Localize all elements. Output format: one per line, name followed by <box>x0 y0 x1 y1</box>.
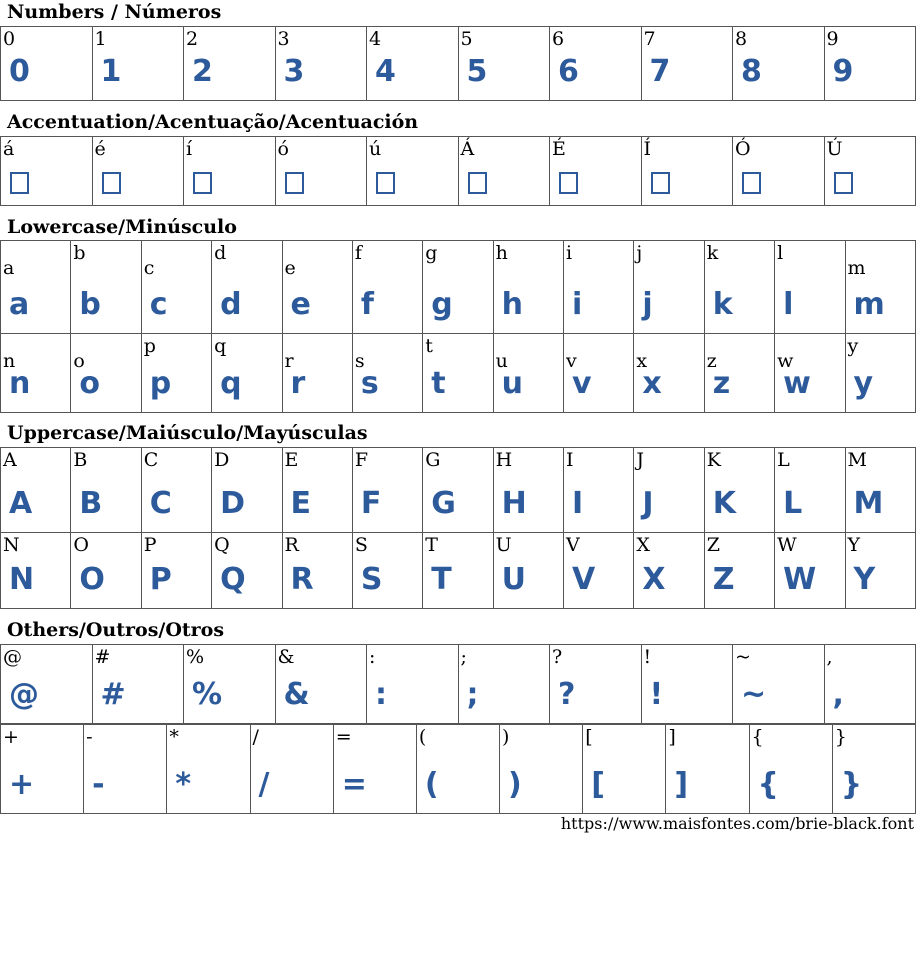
char-label: u <box>495 350 508 372</box>
glyph-cell <box>704 533 774 609</box>
glyph-cell <box>1 645 93 724</box>
glyph-cell <box>493 533 563 609</box>
char-label: ! <box>643 646 652 668</box>
char-label: L <box>777 449 790 471</box>
glyph-cell <box>212 334 282 413</box>
font-glyph-sample: s <box>360 366 379 401</box>
section-title-uppercase: Uppercase/Maiúsculo/Mayúsculas <box>7 422 368 444</box>
char-label: r <box>284 350 294 372</box>
char-label: V <box>566 534 580 556</box>
font-glyph-sample: a <box>9 287 30 322</box>
font-glyph-sample: v <box>572 366 592 401</box>
glyph-cell <box>458 645 550 724</box>
font-glyph-sample: N <box>9 562 35 597</box>
char-label: & <box>277 646 295 668</box>
char-label: é <box>94 138 106 160</box>
char-label: t <box>425 335 433 357</box>
glyph-cell <box>500 725 583 814</box>
font-glyph-sample: W <box>783 562 817 597</box>
font-glyph-sample: h <box>501 287 523 322</box>
glyph-cell <box>634 334 704 413</box>
char-label: W <box>777 534 797 556</box>
font-glyph-sample: T <box>431 562 452 597</box>
char-label: 7 <box>643 28 656 50</box>
font-glyph-sample: x <box>642 366 662 401</box>
glyph-cell <box>845 533 915 609</box>
glyph-cell <box>167 725 250 814</box>
font-glyph-sample: O <box>79 562 105 597</box>
char-label: i <box>566 242 573 264</box>
glyph-cell <box>832 725 915 814</box>
glyph-cell <box>824 137 916 206</box>
char-label: # <box>94 646 111 668</box>
char-label: [ <box>585 726 593 748</box>
glyph-cell <box>1 334 71 413</box>
missing-glyph-box <box>193 172 212 194</box>
missing-glyph-box <box>10 172 29 194</box>
glyph-cell <box>1 241 71 334</box>
glyph-cell <box>733 645 825 724</box>
glyph-cell <box>141 533 211 609</box>
font-glyph-sample: F <box>360 486 382 521</box>
glyph-cell <box>352 448 422 533</box>
glyph-cell <box>704 241 774 334</box>
char-label: ó <box>277 138 289 160</box>
section-title-accents: Accentuation/Acentuação/Acentuación <box>7 111 419 133</box>
char-label: á <box>3 138 15 160</box>
char-label: e <box>284 257 296 279</box>
glyph-cell <box>184 27 276 101</box>
char-label: D <box>214 449 230 471</box>
font-glyph-sample: ! <box>649 677 664 712</box>
missing-glyph-box <box>559 172 578 194</box>
glyph-cell <box>367 645 459 724</box>
font-glyph-sample: @ <box>9 677 39 712</box>
numbers-grid <box>0 26 916 101</box>
font-glyph-sample: : <box>375 677 387 712</box>
font-glyph-sample: % <box>192 677 223 712</box>
char-label: k <box>706 242 719 264</box>
char-label: O <box>73 534 89 556</box>
glyph-cell <box>634 533 704 609</box>
glyph-cell <box>1 533 71 609</box>
glyph-cell <box>564 533 634 609</box>
glyph-cell <box>634 241 704 334</box>
glyph-cell <box>845 334 915 413</box>
glyph-cell <box>458 137 550 206</box>
font-glyph-sample: d <box>220 287 242 322</box>
char-label: G <box>425 449 441 471</box>
font-glyph-sample: P <box>149 562 172 597</box>
font-glyph-sample: 8 <box>741 54 762 89</box>
font-glyph-sample: B <box>79 486 103 521</box>
char-label: f <box>354 242 362 264</box>
glyph-cell <box>367 137 459 206</box>
glyph-cell <box>666 725 749 814</box>
char-label: Ú <box>826 138 843 160</box>
glyph-cell <box>1 27 93 101</box>
char-label: í <box>186 138 193 160</box>
font-glyph-sample: m <box>853 287 885 322</box>
char-label: Ó <box>735 138 751 160</box>
glyph-cell <box>704 448 774 533</box>
glyph-cell <box>824 645 916 724</box>
font-glyph-sample: C <box>149 486 172 521</box>
char-label: B <box>73 449 88 471</box>
char-label: A <box>3 449 17 471</box>
glyph-cell <box>550 137 642 206</box>
font-glyph-sample: # <box>100 677 126 712</box>
font-glyph-sample: g <box>431 287 453 322</box>
font-glyph-sample: L <box>783 486 803 521</box>
char-label: j <box>636 242 643 264</box>
font-glyph-sample: f <box>360 287 374 322</box>
font-glyph-sample: X <box>642 562 666 597</box>
font-glyph-sample: 5 <box>466 54 488 89</box>
missing-glyph-box <box>742 172 761 194</box>
char-label: ~ <box>735 646 751 668</box>
char-label: m <box>847 257 866 279</box>
char-label: - <box>86 726 93 748</box>
glyph-cell <box>141 334 211 413</box>
char-label: : <box>369 646 376 668</box>
missing-glyph-box <box>834 172 853 194</box>
font-glyph-sample: Z <box>712 562 735 597</box>
glyph-cell <box>352 533 422 609</box>
glyph-cell <box>493 448 563 533</box>
char-label: Á <box>460 138 475 160</box>
glyph-cell <box>275 27 367 101</box>
glyph-cell <box>282 448 352 533</box>
glyph-cell <box>564 334 634 413</box>
glyph-cell <box>84 725 167 814</box>
font-glyph-sample: z <box>712 366 731 401</box>
glyph-cell <box>282 241 352 334</box>
glyph-cell <box>92 27 184 101</box>
font-glyph-sample: n <box>9 366 31 401</box>
glyph-cell <box>367 27 459 101</box>
accents-grid <box>0 136 916 206</box>
source-url: https://www.maisfontes.com/brie-black.font <box>560 814 914 833</box>
glyph-cell <box>212 241 282 334</box>
char-label: 2 <box>186 28 199 50</box>
glyph-cell <box>845 241 915 334</box>
font-glyph-sample: A <box>9 486 33 521</box>
font-glyph-sample: e <box>290 287 311 322</box>
char-label: / <box>252 726 259 748</box>
font-glyph-sample: y <box>853 366 874 401</box>
char-label: S <box>354 534 368 556</box>
glyph-cell <box>352 241 422 334</box>
section-title-numbers: Numbers / Números <box>7 1 222 23</box>
glyph-cell <box>550 645 642 724</box>
char-label: E <box>284 449 299 471</box>
char-label: T <box>425 534 438 556</box>
font-glyph-sample: H <box>501 486 527 521</box>
glyph-cell <box>458 27 550 101</box>
font-glyph-sample: 1 <box>100 54 122 89</box>
font-glyph-sample: , <box>832 677 844 712</box>
glyph-cell <box>775 533 845 609</box>
char-label: } <box>834 726 847 748</box>
char-label: z <box>706 350 717 372</box>
font-glyph-sample: ) <box>508 767 522 802</box>
char-label: = <box>335 726 352 748</box>
font-glyph-sample: Y <box>853 562 876 597</box>
glyph-cell <box>704 334 774 413</box>
font-glyph-sample: M <box>853 486 884 521</box>
font-glyph-sample: I <box>572 486 584 521</box>
char-label: ( <box>418 726 427 748</box>
glyph-cell <box>423 334 493 413</box>
font-glyph-sample: J <box>642 486 654 521</box>
char-label: w <box>777 350 794 372</box>
char-label: 8 <box>735 28 748 50</box>
font-glyph-sample: U <box>501 562 526 597</box>
char-label: ; <box>460 646 467 668</box>
font-glyph-sample: u <box>501 366 523 401</box>
glyph-cell <box>423 533 493 609</box>
glyph-cell <box>493 334 563 413</box>
font-glyph-sample: Q <box>220 562 246 597</box>
char-label: y <box>847 335 859 357</box>
char-label: 9 <box>826 28 839 50</box>
font-glyph-sample: c <box>149 287 168 322</box>
glyph-cell <box>634 448 704 533</box>
font-glyph-sample: ; <box>466 677 479 712</box>
font-glyph-sample: o <box>79 366 100 401</box>
section-title-others: Others/Outros/Otros <box>7 619 225 641</box>
char-label: g <box>425 242 438 264</box>
font-glyph-sample: S <box>360 562 383 597</box>
font-glyph-sample: G <box>431 486 456 521</box>
char-label: 1 <box>94 28 107 50</box>
char-label: o <box>73 350 85 372</box>
missing-glyph-box <box>102 172 121 194</box>
char-label: a <box>3 257 15 279</box>
font-glyph-sample: } <box>840 767 863 802</box>
glyph-cell <box>775 448 845 533</box>
font-glyph-sample: 3 <box>283 54 305 89</box>
glyph-cell <box>845 448 915 533</box>
glyph-cell <box>416 725 499 814</box>
missing-glyph-box <box>376 172 395 194</box>
char-label: * <box>169 726 179 748</box>
glyph-cell <box>275 645 367 724</box>
glyph-cell <box>212 448 282 533</box>
glyph-cell <box>250 725 333 814</box>
char-label: h <box>495 242 508 264</box>
glyph-cell <box>733 137 825 206</box>
glyph-cell <box>583 725 666 814</box>
glyph-cell <box>282 533 352 609</box>
char-label: Q <box>214 534 230 556</box>
others-grid-row1 <box>0 644 916 724</box>
char-label: K <box>706 449 721 471</box>
char-label: d <box>214 242 227 264</box>
font-glyph-sample: V <box>572 562 596 597</box>
font-glyph-sample: l <box>783 287 794 322</box>
glyph-cell <box>1 448 71 533</box>
font-glyph-sample: [ <box>591 767 605 802</box>
glyph-cell <box>775 334 845 413</box>
char-label: É <box>552 138 566 160</box>
char-label: { <box>751 726 764 748</box>
char-label: 0 <box>3 28 16 50</box>
char-label: ? <box>552 646 563 668</box>
char-label: 6 <box>552 28 565 50</box>
font-glyph-sample: + <box>9 767 35 802</box>
char-label: + <box>3 726 19 748</box>
font-glyph-sample: R <box>290 562 314 597</box>
char-label: v <box>566 350 577 372</box>
font-glyph-sample: 9 <box>832 54 854 89</box>
char-label: q <box>214 335 227 357</box>
char-label: 4 <box>369 28 382 50</box>
font-glyph-sample: w <box>783 366 811 401</box>
font-glyph-sample: r <box>290 366 306 401</box>
char-label: M <box>847 449 867 471</box>
font-glyph-sample: j <box>642 287 653 322</box>
char-label: N <box>3 534 20 556</box>
char-label: @ <box>3 646 22 668</box>
font-glyph-sample: b <box>79 287 101 322</box>
glyph-cell <box>564 448 634 533</box>
others-grid-row2 <box>0 724 916 814</box>
glyph-cell <box>493 241 563 334</box>
glyph-cell <box>282 334 352 413</box>
glyph-cell <box>775 241 845 334</box>
font-glyph-sample: t <box>431 366 446 401</box>
font-glyph-sample: 6 <box>558 54 579 89</box>
glyph-cell <box>423 241 493 334</box>
missing-glyph-box <box>651 172 670 194</box>
font-glyph-sample: = <box>341 767 367 802</box>
char-label: P <box>143 534 157 556</box>
lowercase-grid <box>0 240 916 413</box>
char-label: ] <box>668 726 676 748</box>
font-glyph-sample: * <box>175 767 192 802</box>
glyph-cell <box>71 241 141 334</box>
font-glyph-sample: K <box>712 486 736 521</box>
font-glyph-sample: p <box>149 366 172 401</box>
font-glyph-sample: ~ <box>741 677 767 712</box>
char-label: p <box>143 335 156 357</box>
char-label: x <box>636 350 648 372</box>
font-glyph-sample: / <box>258 767 270 802</box>
font-glyph-sample: ? <box>558 677 576 712</box>
char-label: Y <box>847 534 861 556</box>
glyph-cell <box>92 137 184 206</box>
glyph-cell <box>423 448 493 533</box>
missing-glyph-box <box>285 172 304 194</box>
glyph-cell <box>141 241 211 334</box>
char-label: U <box>495 534 512 556</box>
char-label: Í <box>643 138 652 160</box>
font-glyph-sample: q <box>220 366 242 401</box>
glyph-cell <box>564 241 634 334</box>
char-label: % <box>186 646 205 668</box>
font-glyph-sample: ] <box>674 767 689 802</box>
glyph-cell <box>641 645 733 724</box>
font-glyph-sample: & <box>283 677 310 712</box>
char-label: , <box>826 646 833 668</box>
glyph-cell <box>71 533 141 609</box>
glyph-cell <box>1 137 93 206</box>
glyph-cell <box>184 137 276 206</box>
char-label: 3 <box>277 28 290 50</box>
font-glyph-sample: { <box>757 767 779 802</box>
char-label: ú <box>369 138 382 160</box>
glyph-cell <box>333 725 416 814</box>
glyph-cell <box>550 27 642 101</box>
char-label: C <box>143 449 159 471</box>
font-glyph-sample: 0 <box>9 54 30 89</box>
glyph-cell <box>92 645 184 724</box>
font-glyph-sample: 4 <box>375 54 396 89</box>
char-label: I <box>566 449 574 471</box>
glyph-cell <box>184 645 276 724</box>
glyph-cell <box>641 137 733 206</box>
font-glyph-sample: E <box>290 486 311 521</box>
glyph-cell <box>824 27 916 101</box>
char-label: s <box>354 350 365 372</box>
char-label: c <box>143 257 155 279</box>
char-label: F <box>354 449 369 471</box>
char-label: X <box>636 534 650 556</box>
char-label: H <box>495 449 513 471</box>
font-glyph-sample: i <box>572 287 583 322</box>
char-label: J <box>636 449 644 471</box>
char-label: b <box>73 242 86 264</box>
char-label: ) <box>502 726 510 748</box>
glyph-cell <box>141 448 211 533</box>
glyph-cell <box>641 27 733 101</box>
glyph-cell <box>275 137 367 206</box>
glyph-cell <box>212 533 282 609</box>
char-label: R <box>284 534 299 556</box>
char-label: n <box>3 350 16 372</box>
glyph-cell <box>733 27 825 101</box>
char-label: 5 <box>460 28 473 50</box>
glyph-cell <box>1 725 84 814</box>
glyph-cell <box>352 334 422 413</box>
glyph-cell <box>71 448 141 533</box>
missing-glyph-box <box>468 172 487 194</box>
font-glyph-sample: 2 <box>192 54 213 89</box>
font-glyph-sample: k <box>712 287 733 322</box>
font-glyph-sample: ( <box>424 767 439 802</box>
section-title-lowercase: Lowercase/Minúsculo <box>7 216 237 238</box>
char-label: l <box>777 242 784 264</box>
uppercase-grid <box>0 447 916 609</box>
glyph-cell <box>71 334 141 413</box>
font-glyph-sample: 7 <box>649 54 671 89</box>
font-glyph-sample: - <box>92 767 105 802</box>
char-label: Z <box>706 534 720 556</box>
font-glyph-sample: D <box>220 486 246 521</box>
glyph-cell <box>749 725 832 814</box>
